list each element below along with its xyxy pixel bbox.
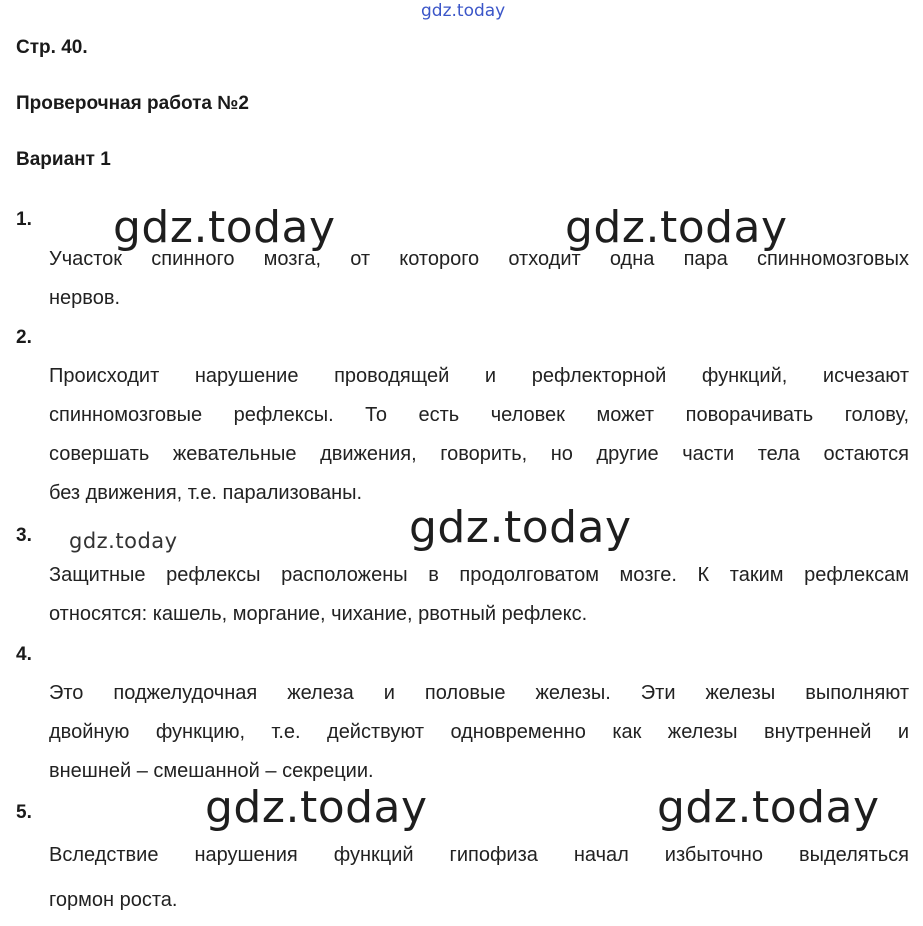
- answer-line: гормон роста.: [49, 889, 178, 911]
- answer-number-1: 1.: [16, 209, 32, 230]
- answer-line: Защитные рефлексы расположены в продолговатом мозге. К таким рефлексам: [49, 564, 909, 586]
- answer-text-1: [49, 240, 909, 318]
- answer-line: совершать жевательные движения, говорить, но другие части тела остаются: [49, 443, 909, 465]
- watermark-top: gdz.today: [421, 1, 506, 21]
- answer-number-5: 5.: [16, 802, 32, 823]
- answer-number-3: 3.: [16, 525, 32, 546]
- answer-line: внешней – смешанной – секреции.: [49, 760, 374, 782]
- answer-text-4: [49, 674, 909, 791]
- answer-line: нервов.: [49, 287, 120, 309]
- watermark: gdz.today: [409, 502, 632, 553]
- answer-text-3: [49, 556, 909, 634]
- answer-number-2: 2.: [16, 327, 32, 348]
- answer-text-2: [49, 357, 909, 513]
- page-number: Стр. 40.: [16, 37, 88, 58]
- watermark: gdz.today: [565, 202, 788, 253]
- watermark: gdz.today: [113, 202, 336, 253]
- answer-number-4: 4.: [16, 644, 32, 665]
- answer-line: без движения, т.е. парализованы.: [49, 482, 363, 504]
- variant-title: Вариант 1: [16, 149, 111, 170]
- answer-line: Это поджелудочная железа и половые железы. Эти железы выполняют: [49, 682, 909, 704]
- answer-line: Происходит нарушение проводящей и рефлекторной функций, исчезают: [49, 365, 909, 387]
- watermark: gdz.today: [205, 782, 428, 833]
- answer-line: относятся: кашель, моргание, чихание, рвотный рефлекс.: [49, 603, 588, 625]
- answer-line: спинномозговые рефлексы. То есть человек может поворачивать голову,: [49, 404, 909, 426]
- answer-text-5: [49, 833, 909, 923]
- answer-line: Участок спинного мозга, от которого отходит одна пара спинномозговых: [49, 248, 909, 270]
- watermark: gdz.today: [657, 782, 880, 833]
- answer-line: двойную функцию, т.е. действуют одновременно как железы внутренней и: [49, 721, 909, 743]
- watermark: gdz.today: [69, 529, 178, 553]
- answer-line: Вследствие нарушения функций гипофиза начал избыточно выделяться: [49, 844, 909, 866]
- page-title: Проверочная работа №2: [16, 93, 249, 114]
